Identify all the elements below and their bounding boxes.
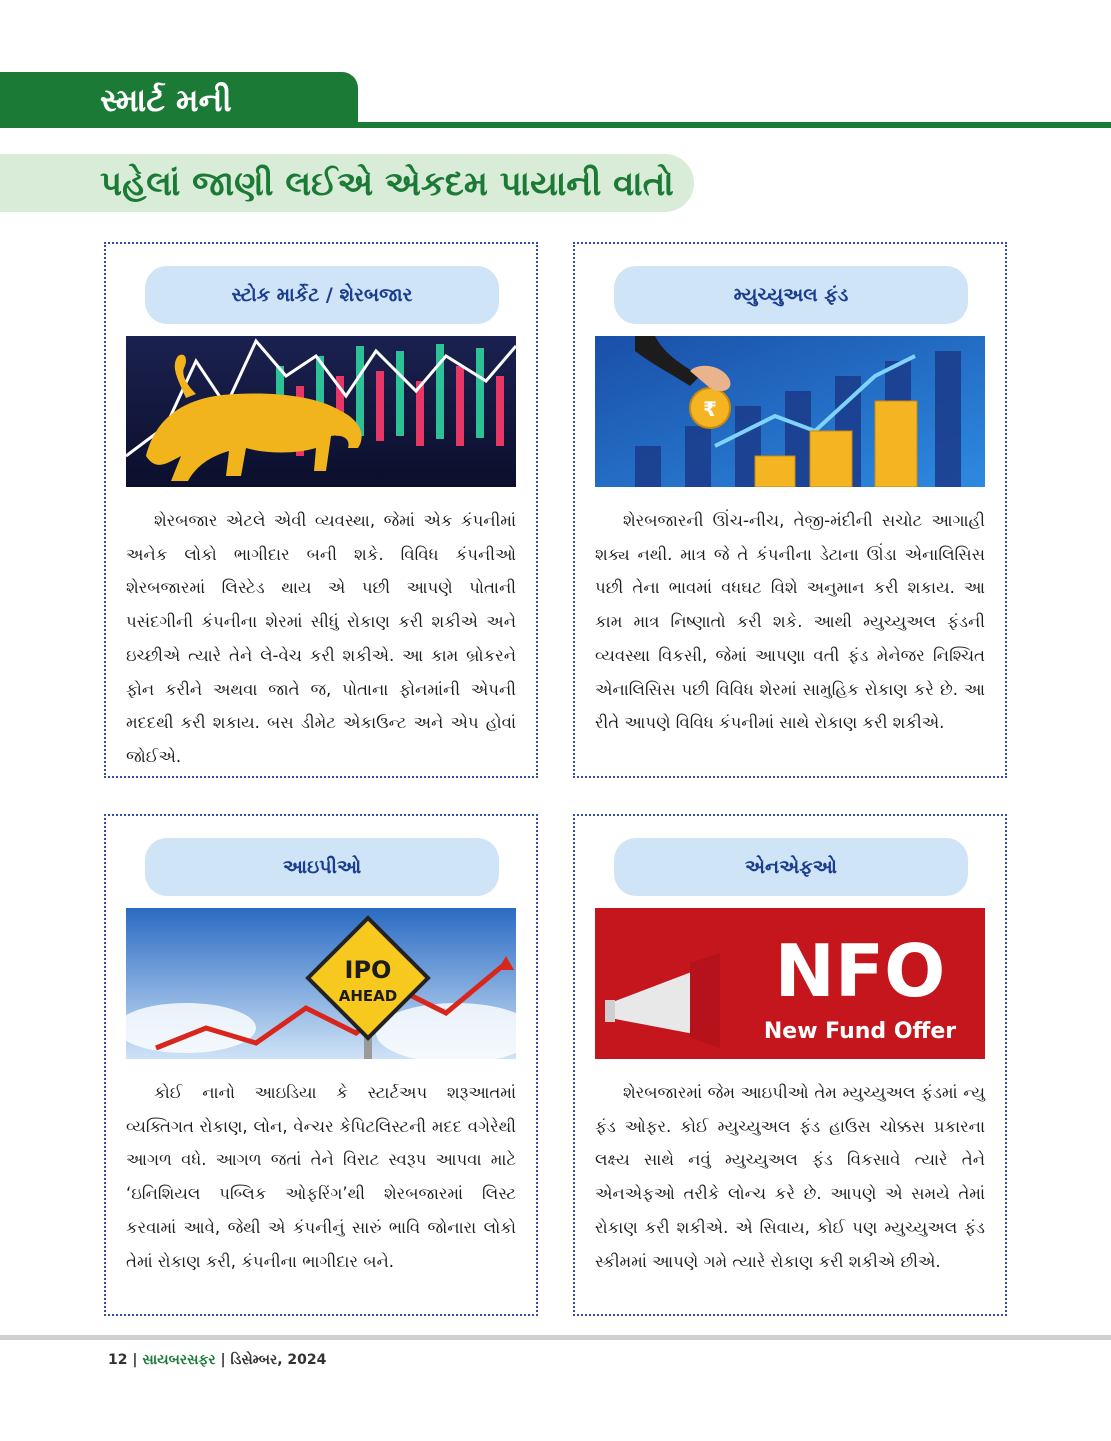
card-ipo	[104, 814, 538, 1316]
card-body: કોઈ નાનો આઇડિયા કે સ્ટાર્ટઅપ શરૂઆતમાં વ્યક્તિગત રોકાણ, લોન, વેન્ચર કેપિટલિસ્ટની મદદ વગેરેથી આગળ વધે. આગળ જતાં તેને વિરાટ સ્વરૂપ આપવા માટે ‘ઇનિશિયલ પબ્લિક ઓફરિંગ’થી શેરબજારમાં લિસ્ટ કરવામાં આવે, જેથી એ કંપનીનું સારું ભાવિ જોનારા લોકો તેમાં રોકાણ કરી, કંપનીના ભાગીદાર બને.	[126, 1083, 516, 1271]
footer-separator: |	[220, 1352, 226, 1368]
card-heading: સ્ટોક માર્કેટ / શેરબજાર	[145, 266, 499, 324]
rupee-symbol: ₹	[703, 397, 717, 421]
footer-rule	[0, 1335, 1111, 1340]
page-footer	[108, 1352, 326, 1368]
nfo-subtitle: New Fund Offer	[763, 1019, 957, 1044]
coins-chart-image	[595, 336, 985, 487]
ipo-sign-line1: IPO	[344, 956, 392, 984]
page-number: 12	[108, 1352, 128, 1368]
card-stock-market	[104, 242, 538, 778]
card-nfo	[573, 814, 1007, 1316]
card-heading: મ્યુચ્યુઅલ ફંડ	[614, 266, 968, 324]
ipo-sign-line2: AHEAD	[338, 987, 398, 1005]
card-body: શેરબજારની ઊંચ-નીચ, તેજી-મંદીની સચોટ આગાહી શક્ય નથી. માત્ર જે તે કંપનીના ડેટાના ઊંડા એનાલિસિસ પછી તેના ભાવમાં વધઘટ વિશે અનુમાન કરી શકાય. આ કામ માત્ર નિષ્ણાતો કરી શકે. આથી મ્યુચ્યુઅલ ફંડની વ્યવસ્થા વિકસી, જેમાં આપણા વતી ફંડ મેનેજર નિશ્ચિત એનાલિસિસ પછી વિવિધ શેરમાં સામુહિક રોકાણ કરે છે. આ રીતે આપણે વિવિધ કંપનીમાં સાથે રોકાણ કરી શકીએ.	[595, 511, 985, 733]
card-heading: એનએફઓ	[614, 838, 968, 896]
card-mutual-fund	[573, 242, 1007, 778]
section-title: સ્માર્ટ મની	[100, 81, 232, 119]
card-body: શેરબજારમાં જેમ આઇપીઓ તેમ મ્યુચ્યુઅલ ફંડમાં ન્યુ ફંડ ઓફર. કોઈ મ્યુચ્યુઅલ ફંડ હાઉસ ચોક્કસ પ્રકારના લક્ષ્ય સાથે નવું મ્યુચ્યુઅલ ફંડ વિકસાવે ત્યારે તેને એનએફઓ તરીકે લોન્ચ કરે છે. આપણે એ સમયે તેમાં રોકાણ કરી શકીએ. એ સિવાય, કોઈ પણ મ્યુચ્યુઅલ ફંડ સ્કીમમાં આપણે ગમે ત્યારે રોકાણ કરી શકીએ છીએ.	[595, 1083, 985, 1271]
magazine-name: સાયબરસફર	[142, 1352, 216, 1368]
page-title: પહેલાં જાણી લઈએ એકદમ પાયાની વાતો	[100, 164, 674, 204]
header-rule	[0, 122, 1111, 128]
bull-chart-image	[126, 336, 516, 487]
footer-separator: |	[132, 1352, 138, 1368]
issue-date: ડિસેમ્બર, 2024	[230, 1352, 327, 1368]
nfo-image	[595, 908, 985, 1059]
card-heading: આઇપીઓ	[145, 838, 499, 896]
nfo-title: NFO	[774, 929, 946, 1013]
card-body: શેરબજાર એટલે એવી વ્યવસ્થા, જેમાં એક કંપનીમાં અનેક લોકો ભાગીદાર બની શકે. વિવિધ કંપનીઓ શેરબજારમાં લિસ્ટેડ થાય એ પછી આપણે પોતાની પસંદગીની કંપનીના શેરમાં સીધું રોકાણ કરી શકીએ અને ઇચ્છીએ ત્યારે તેને લે-વેચ કરી શકીએ. આ કામ બ્રોકરને ફોન કરીને અથવા જાતે જ, પોતાના ફોનમાંની એપની મદદથી કરી શકાય. બસ ડીમેટ એકાઉન્ટ અને એપ હોવાં જોઈએ.	[126, 511, 516, 766]
ipo-ahead-image	[126, 908, 516, 1059]
